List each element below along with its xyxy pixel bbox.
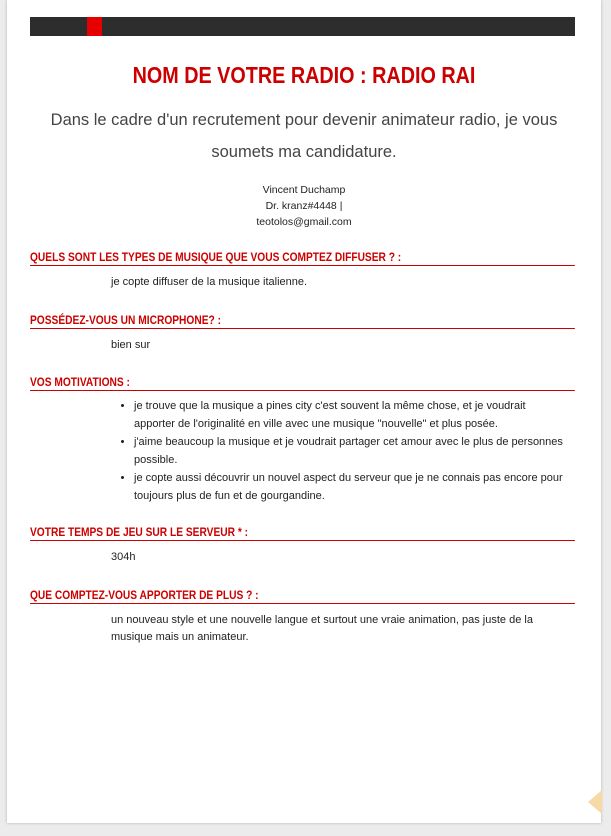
section-heading: QUELS SONT LES TYPES DE MUSIQUE QUE VOUS COMPTEZ DIFFUSER ? : [30, 250, 575, 266]
list-item: • je copte aussi découvrir un nouvel aspect du serveur que je ne connais pas encore pour toujours plus de fun et de gourgandine. [134, 470, 566, 505]
page-title: NOM DE VOTRE RADIO : RADIO RAI [132, 62, 476, 88]
header-bar-accent [87, 17, 102, 36]
section-heading: VOTRE TEMPS DE JEU SUR LE SERVEUR * : [30, 525, 575, 541]
section-answer: un nouveau style et une nouvelle langue et surtout une vraie animation, pas juste de la musique mais un animateur. [111, 614, 533, 643]
section-heading: VOS MOTIVATIONS : [30, 375, 575, 391]
author-name: Vincent Duchamp [262, 184, 346, 196]
author-block [7, 182, 601, 230]
intro-text: Dans le cadre d'un recrutement pour devenir animateur radio, je vous soumets ma candidature. [50, 111, 558, 161]
header-bar [30, 17, 575, 36]
author-email[interactable]: teotolos@gmail.com [256, 216, 352, 228]
section-microphone [30, 313, 575, 354]
section-motivations [30, 375, 575, 506]
section-music [30, 250, 575, 291]
section-answer: bien sur [111, 339, 151, 351]
page-corner-tab[interactable] [588, 790, 602, 814]
author-discord: Dr. kranz#4448 | [265, 200, 343, 212]
section-contribution [30, 588, 575, 646]
section-answer: je copte diffuser de la musique italienne. [111, 276, 308, 288]
document-page [7, 0, 601, 823]
section-heading: QUE COMPTEZ-VOUS APPORTER DE PLUS ? : [30, 588, 575, 604]
list-item: • je trouve que la musique a pines city c'est souvent la même chose, et je voudrait apporter de l'originalité en ville avec une musique "nouvelle" et plus posée. [134, 398, 566, 433]
section-heading: POSSÉDEZ-VOUS UN MICROPHONE? : [30, 313, 575, 329]
section-answer: 304h [111, 551, 136, 563]
section-playtime [30, 525, 575, 566]
motivations-list [30, 398, 575, 505]
list-item: • j'aime beaucoup la musique et je voudrait partager cet amour avec le plus de personnes possible. [134, 434, 566, 469]
